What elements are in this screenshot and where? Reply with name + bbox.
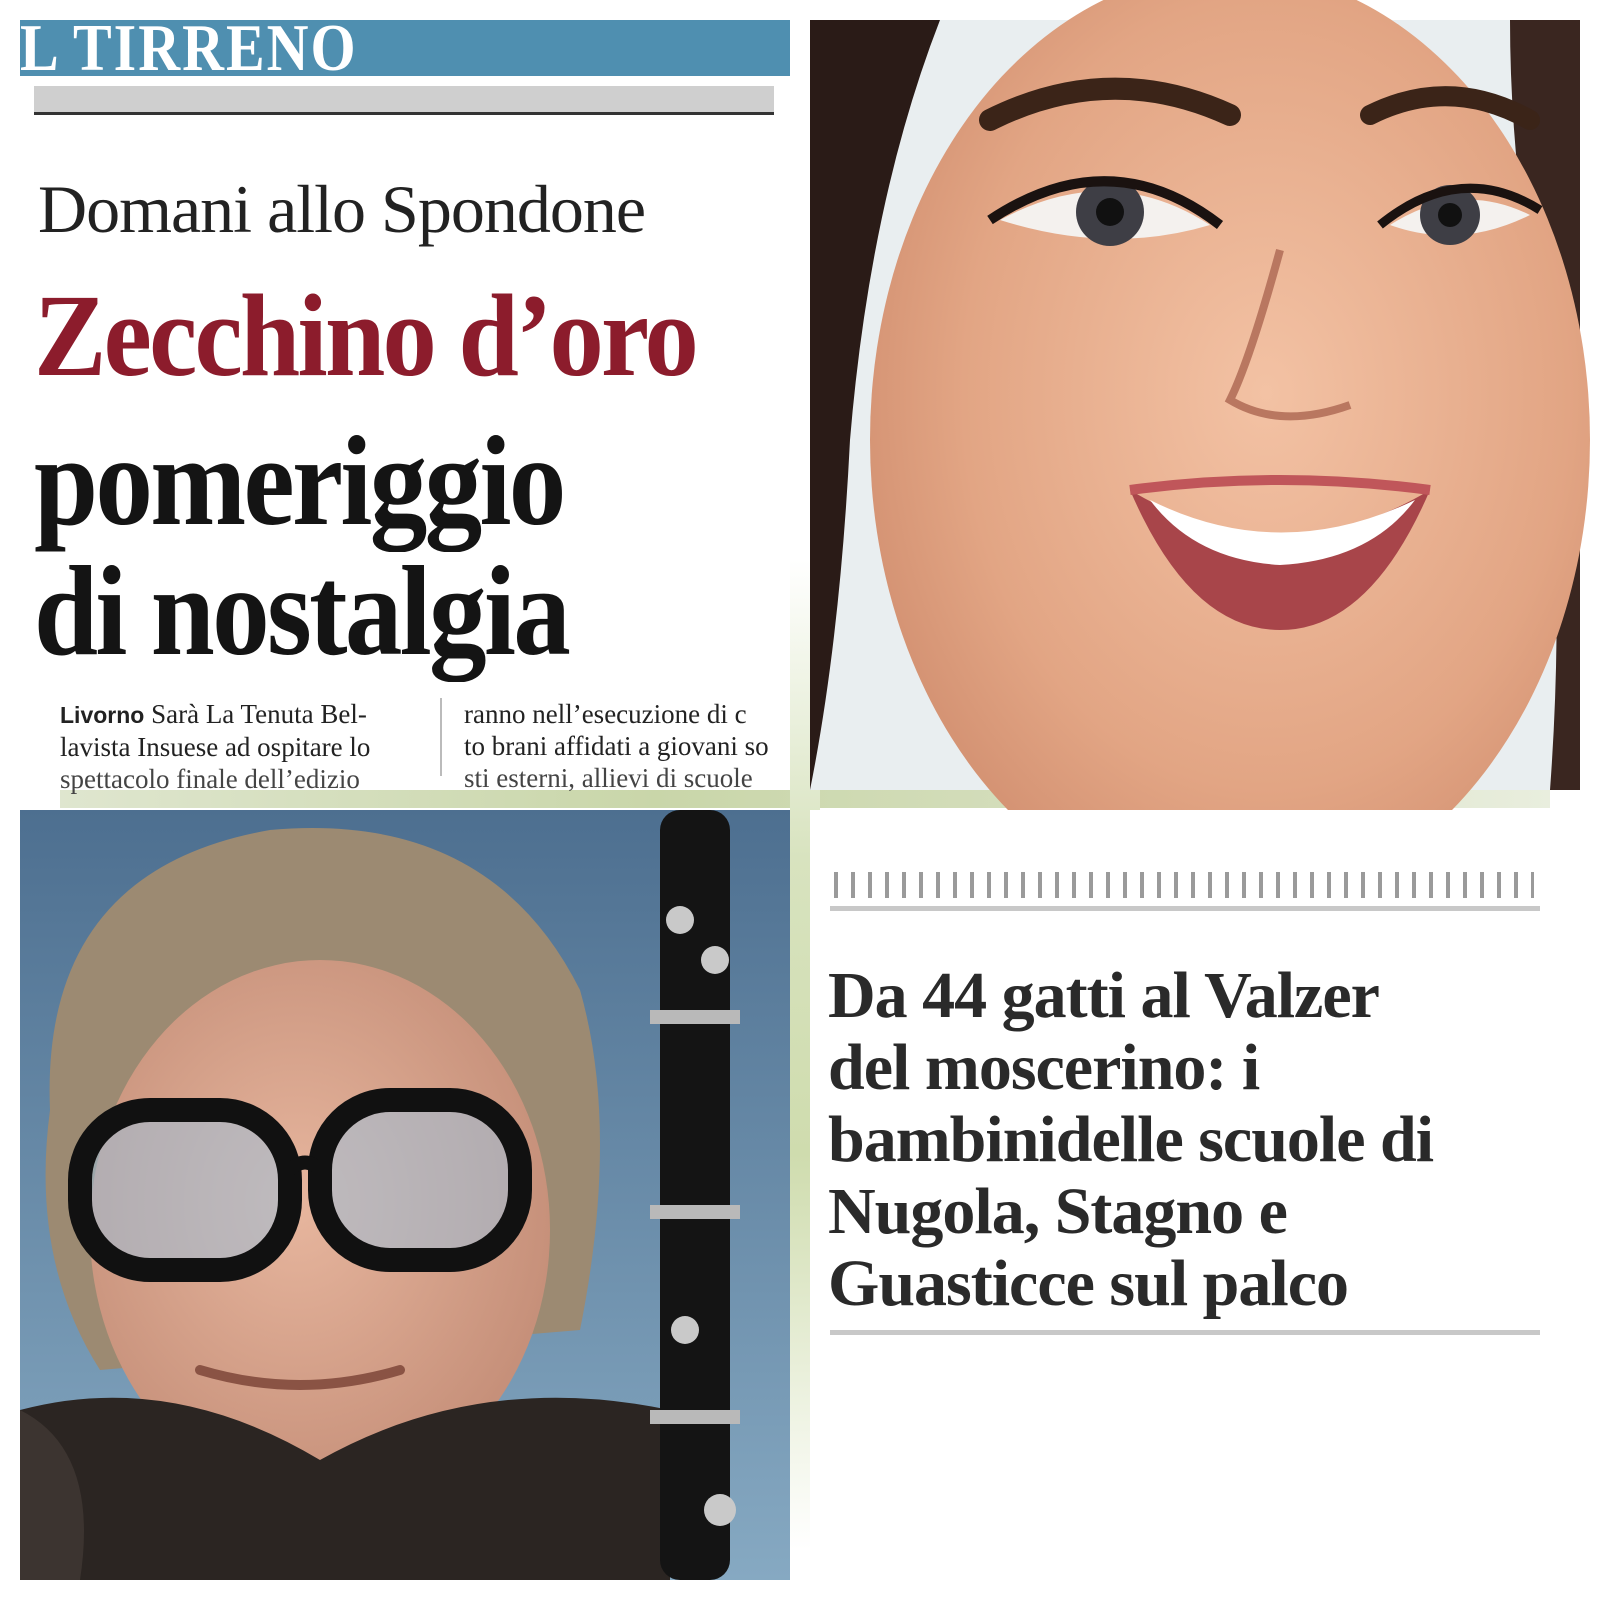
woman-portrait-illustration [810,20,1580,790]
headline-rule-bottom [830,1330,1540,1335]
headline-line: Guasticce sul palco [828,1247,1348,1320]
decorative-tick-rule [834,872,1534,898]
headline-rule-top [830,906,1540,911]
body-line: Sarà La Tenuta Bel- [151,699,367,729]
headline-line: Da 44 gatti al Valzer [828,959,1379,1032]
body-line: lavista Insuese ad ospitare lo [60,732,371,762]
portrait-photo-man-clarinet [20,810,790,1580]
article-headline-line-2: di nostalgia [34,540,569,682]
article-dateline: Livorno [60,702,145,728]
headline-line: del moscerino: i [828,1031,1260,1104]
header-rule [34,112,774,115]
article-headline-red: Zecchino d’oro [34,270,696,401]
newspaper-masthead [20,10,790,85]
headline-line: bambinidelle scuole di [828,1103,1434,1176]
clipping-headline [828,960,1568,1320]
masthead-title: L TIRRENO [20,10,358,85]
article-body-column-1 [60,698,420,794]
header-grey-bar [34,86,774,112]
man-portrait-illustration [20,810,790,1580]
body-line-cut: spettacolo finale dell’edizio [60,764,360,794]
article-headline-line-1: pomeriggio [34,410,564,552]
body-line-cut: sti esterni, allievi di scuole [464,763,753,793]
portrait-photo-woman [810,20,1580,790]
newspaper-clipping-tirreno [20,10,790,794]
body-line: to brani affidati a giovani so [464,731,769,761]
body-line: ranno nell’esecuzione di c [464,699,747,729]
article-body-column-2 [440,698,814,793]
headline-line: Nugola, Stagno e [828,1175,1287,1248]
newspaper-clipping-headline [810,810,1580,1580]
article-kicker: Domani allo Spondone [38,171,646,247]
